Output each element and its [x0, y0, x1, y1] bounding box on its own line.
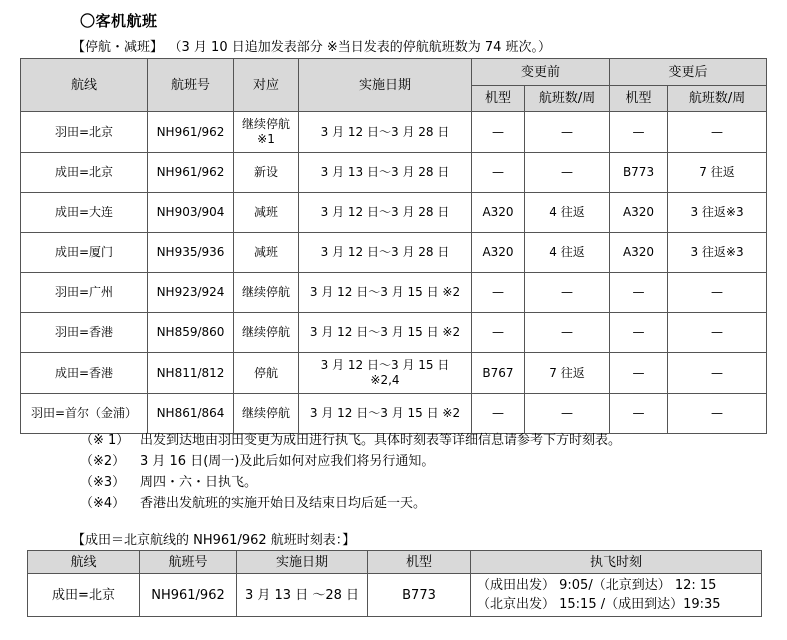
sched-header-aircraft: 机型	[368, 551, 471, 574]
sched-time-line-1: （成田出发） 9:05/（北京到达） 12: 15	[477, 578, 717, 593]
cell-after-freq: —	[668, 353, 767, 394]
sched-cell-flight-no: NH961/962	[140, 574, 237, 617]
footnote-mark: （※4）	[80, 496, 126, 511]
sched-cell-aircraft: B773	[368, 574, 471, 617]
table-row	[21, 313, 767, 353]
table-row	[21, 353, 767, 394]
cell-action: 继续停航	[234, 313, 299, 353]
cell-before-aircraft: —	[472, 112, 525, 153]
cell-flight-no: NH859/860	[148, 313, 234, 353]
cell-route: 成田=北京	[21, 153, 148, 193]
cell-period: 3 月 12 日～3 月 15 日 ※2,4	[299, 353, 472, 394]
cell-before-aircraft: A320	[472, 233, 525, 273]
cell-route: 羽田=香港	[21, 313, 148, 353]
footnote-mark: （※ 1）	[80, 433, 130, 448]
header-after-freq: 航班数/周	[668, 86, 767, 112]
cell-before-freq: 4 往返	[525, 193, 610, 233]
cell-period: 3 月 12 日～3 月 28 日	[299, 112, 472, 153]
cell-action: 减班	[234, 233, 299, 273]
cell-flight-no: NH961/962	[148, 153, 234, 193]
cell-after-freq: —	[668, 313, 767, 353]
cell-before-freq: —	[525, 153, 610, 193]
header-after: 变更后	[610, 59, 767, 86]
sched-header-period: 实施日期	[237, 551, 368, 574]
cell-after-aircraft: —	[610, 394, 668, 434]
cell-before-aircraft: —	[472, 273, 525, 313]
cell-period: 3 月 12 日～3 月 15 日 ※2	[299, 313, 472, 353]
cell-route: 羽田=广州	[21, 273, 148, 313]
cell-after-aircraft: —	[610, 112, 668, 153]
subtitle-note: （3 月 10 日追加发表部分 ※当日发表的停航航班数为 74 班次。）	[175, 40, 552, 55]
cell-before-freq: 7 往返	[525, 353, 610, 394]
header-before-aircraft: 机型	[472, 86, 525, 112]
cell-after-aircraft: A320	[610, 193, 668, 233]
cell-action: 继续停航※1	[234, 112, 299, 153]
cell-before-freq: 4 往返	[525, 233, 610, 273]
table-row	[21, 233, 767, 273]
cell-action: 继续停航	[234, 394, 299, 434]
cell-before-aircraft: B767	[472, 353, 525, 394]
table-row	[21, 153, 767, 193]
suspension-table	[20, 58, 767, 434]
table-row	[21, 394, 767, 434]
footnote-text: 3 月 16 日(周一)及此后如何对应我们将另行通知。	[140, 454, 435, 469]
footnote-mark: （※3）	[80, 475, 126, 490]
schedule-table	[27, 550, 762, 617]
cell-route: 成田=大连	[21, 193, 148, 233]
cell-route: 成田=厦门	[21, 233, 148, 273]
cell-flight-no: NH961/962	[148, 112, 234, 153]
cell-period: 3 月 12 日～3 月 15 日 ※2	[299, 394, 472, 434]
section-subtitle	[72, 36, 551, 55]
cell-before-aircraft: —	[472, 394, 525, 434]
header-before-freq: 航班数/周	[525, 86, 610, 112]
cell-after-freq: 3 往返※3	[668, 193, 767, 233]
footnote-3	[80, 472, 621, 493]
sched-header-times: 执飞时刻	[471, 551, 762, 574]
cell-after-freq: —	[668, 112, 767, 153]
cell-flight-no: NH861/864	[148, 394, 234, 434]
cell-flight-no: NH923/924	[148, 273, 234, 313]
footnote-1	[80, 430, 621, 451]
cell-period: 3 月 12 日～3 月 15 日 ※2	[299, 273, 472, 313]
cell-route: 羽田=北京	[21, 112, 148, 153]
sched-time-line-2: （北京出发） 15:15 /（成田到达）19:35	[477, 597, 721, 612]
footnotes	[80, 430, 621, 514]
cell-period: 3 月 13 日～3 月 28 日	[299, 153, 472, 193]
header-action: 对应	[234, 59, 299, 112]
cell-action: 继续停航	[234, 273, 299, 313]
sched-cell-route: 成田=北京	[28, 574, 140, 617]
cell-after-freq: —	[668, 273, 767, 313]
cell-before-aircraft: A320	[472, 193, 525, 233]
sched-header-route: 航线	[28, 551, 140, 574]
cell-before-aircraft: —	[472, 153, 525, 193]
footnote-mark: （※2）	[80, 454, 126, 469]
cell-after-aircraft: A320	[610, 233, 668, 273]
cell-after-freq: 3 往返※3	[668, 233, 767, 273]
footnote-4	[80, 493, 621, 514]
cell-flight-no: NH811/812	[148, 353, 234, 394]
cell-action: 新设	[234, 153, 299, 193]
table-row	[21, 193, 767, 233]
cell-before-freq: —	[525, 112, 610, 153]
cell-period: 3 月 12 日～3 月 28 日	[299, 233, 472, 273]
schedule-title: 【成田＝北京航线的 NH961/962 航班时刻表：】	[72, 533, 356, 548]
header-after-aircraft: 机型	[610, 86, 668, 112]
cell-after-aircraft: —	[610, 313, 668, 353]
header-route: 航线	[21, 59, 148, 112]
header-period: 实施日期	[299, 59, 472, 112]
footnote-text: 出发到达地由羽田变更为成田进行执飞。具体时刻表等详细信息请参考下方时刻表。	[140, 433, 622, 448]
table-row	[21, 273, 767, 313]
footnote-2	[80, 451, 621, 472]
cell-after-aircraft: —	[610, 353, 668, 394]
cell-period: 3 月 12 日～3 月 28 日	[299, 193, 472, 233]
cell-flight-no: NH935/936	[148, 233, 234, 273]
cell-after-freq: —	[668, 394, 767, 434]
cell-action: 减班	[234, 193, 299, 233]
table-row	[28, 574, 762, 617]
sched-cell-period: 3 月 13 日 ～28 日	[237, 574, 368, 617]
cell-before-freq: —	[525, 313, 610, 353]
cell-route: 成田=香港	[21, 353, 148, 394]
footnote-text: 香港出发航班的实施开始日及结束日均后延一天。	[140, 496, 427, 511]
cell-before-freq: —	[525, 394, 610, 434]
subtitle-label: 【停航・减班】	[72, 40, 164, 55]
cell-flight-no: NH903/904	[148, 193, 234, 233]
page-title: 〇客机航班	[80, 12, 158, 30]
cell-route: 羽田=首尔（金浦）	[21, 394, 148, 434]
cell-before-aircraft: —	[472, 313, 525, 353]
cell-before-freq: —	[525, 273, 610, 313]
cell-after-freq: 7 往返	[668, 153, 767, 193]
sched-cell-times	[471, 574, 762, 617]
table-row	[21, 112, 767, 153]
cell-after-aircraft: —	[610, 273, 668, 313]
cell-action: 停航	[234, 353, 299, 394]
footnote-text: 周四・六・日执飞。	[140, 475, 258, 490]
sched-header-flight-no: 航班号	[140, 551, 237, 574]
header-flight-no: 航班号	[148, 59, 234, 112]
cell-after-aircraft: B773	[610, 153, 668, 193]
header-before: 变更前	[472, 59, 610, 86]
